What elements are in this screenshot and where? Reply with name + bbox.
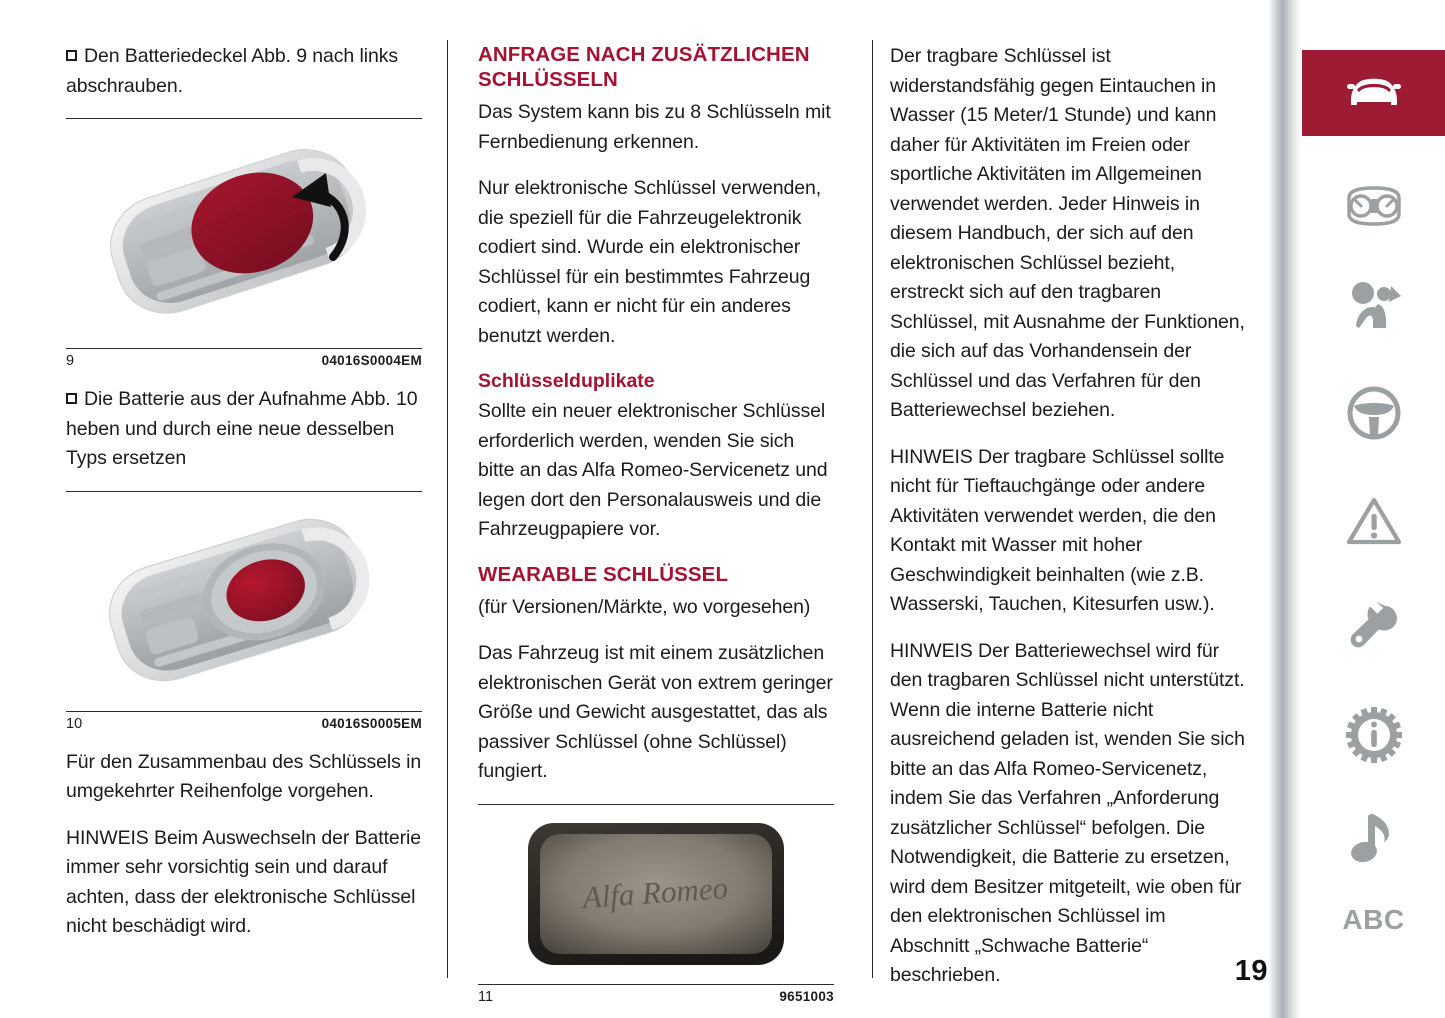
wearable-key-illustration [506,811,806,976]
car-front-icon [1343,72,1405,114]
figure-9-caption [66,348,422,369]
subheading-key-duplicates: Schlüsselduplikate [478,370,655,392]
wearable-key-engraving-text: Alfa Romeo [581,869,730,915]
column-two [478,42,834,1018]
gear-info-icon [1346,707,1402,763]
column-divider-1 [447,40,448,978]
sidebar-item-dashboard[interactable] [1302,163,1445,249]
step-1-label: Den Batteriedeckel Abb. 9 nach links abschrauben. [66,45,399,97]
figure-10-number: 10 [66,715,83,732]
battery-caution-note: HINWEIS Beim Auswechseln der Batterie immer sehr vorsichtig sein und darauf achten, dass der elektronische Schlüssel nicht beschädigt wird. [66,826,422,937]
page-number: 19 [1234,955,1268,987]
para-battery-replacement-note: HINWEIS Der Batteriewechsel wird für den tragbaren Schlüssel nicht unterstützt. Wenn die interne Batterie nicht ausreichend geladen ist, wenden Sie sich bitte an das Alfa Romeo-Servicenetz, indem Sie das Verfahren „Anforderung zusätzlicher Schlüssel“ befolgen. Die Notwendigkeit, die Batterie zu ersetzen, wird dem Besitzer mitgeteilt, wie oben für den elektronischen Schlüssel im Abschnitt „Schwache Batterie“ beschrieben. [890,639,1245,986]
figure-10-caption [66,711,422,732]
assembly-note: Für den Zusammenbau des Schlüssels in umgekehrter Reihenfolge vorgehen. [66,750,422,802]
para-portable-key-water-resistance: Der tragbare Schlüssel ist widerstandsfähig gegen Eintauchen in Wasser (15 Meter/1 Stunde) und kann daher für Aktivitäten im Freien oder sportliche Aktivitäten im Allgemeinen verwendet werden. Jeder Hinweis in diesem Handbuch, der sich auf den elektronischen Schlüssel bezieht, erstreckt sich auf den tragbaren Schlüssel, mit Ausnahme der Funktionen, die sich auf das Vorhandensein der Schlüssel und das Verfahren für den Batteriewechsel beziehen. [890,45,1245,421]
para-wearable-description: Das Fahrzeug ist mit einem zusätzlichen elektronischen Gerät von extrem geringer Größe und Gewicht ausgestattet, das als passiver Schlüssel (ohne Schlüssel) fungiert. [478,642,833,782]
step-1-text [66,42,422,101]
figure-10-code: 04016S0005EM [321,715,422,731]
figure-11-caption [478,984,834,1005]
figure-9 [66,118,422,369]
figure-9-number: 9 [66,353,75,369]
column-three [890,42,1246,991]
wrench-icon [1347,600,1401,654]
heading-additional-keys: ANFRAGE NACH ZUSÄTZLICHEN SCHLÜSSELN [478,43,810,91]
bullet-square-icon-2 [66,393,77,404]
chapter-sidebar [1302,0,1445,1018]
music-note-icon [1351,810,1397,866]
heading-wearable-key: WEARABLE SCHLÜSSEL [478,562,729,586]
para-system-recognises-keys: Das System kann bis zu 8 Schlüsseln mit Fernbedienung erkennen. [478,101,831,153]
bullet-square-icon [66,50,77,61]
steering-wheel-icon [1347,386,1401,440]
figure-11-code: 9651003 [779,988,834,1004]
figure-9-code: 04016S0004EM [321,353,422,368]
para-versions-markets: (für Versionen/Märkte, wo vorgesehen) [478,595,811,618]
airbag-safety-icon [1345,280,1403,332]
sidebar-item-steering[interactable] [1302,370,1445,456]
sidebar-item-car[interactable] [1302,50,1445,136]
book-spine-gradient [1268,0,1302,1018]
warning-triangle-icon [1346,496,1402,546]
column-one [66,42,422,942]
figure-9-top-rule [66,118,422,119]
figure-11-number: 11 [478,988,494,1005]
sidebar-item-safety[interactable] [1302,263,1445,349]
sidebar-item-warning[interactable] [1302,478,1445,564]
step-2-label: Die Batterie aus der Aufnahme Abb. 10 heben und durch eine neue desselben Typs ersetzen [66,388,418,469]
sidebar-item-index[interactable] [1302,877,1445,963]
figure-11 [478,804,834,1005]
step-2-text [66,385,422,474]
sidebar-item-service[interactable] [1302,584,1445,670]
para-diving-warning: HINWEIS Der tragbare Schlüssel sollte nicht für Tieftauchgänge oder andere Aktivitäten verwendet werden, die den Kontakt mit Wasser mit hoher Geschwindigkeit beinhalten (wie z.B. Wasserski, Tauchen, Kitesurfen usw.). [890,445,1225,615]
para-coded-keys: Nur elektronische Schlüssel verwenden, die speziell für die Fahrzeugelektronik codiert sind. Wurde ein elektronischer Schlüssel für ein bestimmtes Fahrzeug codiert, kann er nicht für ein anderes benutzt werden. [478,177,822,347]
key-fob-open-battery-illustration [79,498,409,703]
sidebar-item-info[interactable] [1302,692,1445,778]
para-key-duplicates: Sollte ein neuer elektronischer Schlüssel erforderlich werden, wenden Sie sich bitte an das Alfa Romeo-Servicenetz und legen dort den Personalausweis und die Fahrzeugpapiere vor. [478,400,828,540]
figure-11-top-rule [478,804,834,805]
column-divider-2 [872,40,873,978]
figure-10 [66,491,422,732]
key-fob-battery-cover-illustration [79,125,409,340]
abc-text-icon: ABC [1342,904,1405,935]
figure-10-top-rule [66,491,422,492]
dashboard-gauges-icon [1343,182,1405,230]
sidebar-item-media[interactable] [1302,795,1445,881]
